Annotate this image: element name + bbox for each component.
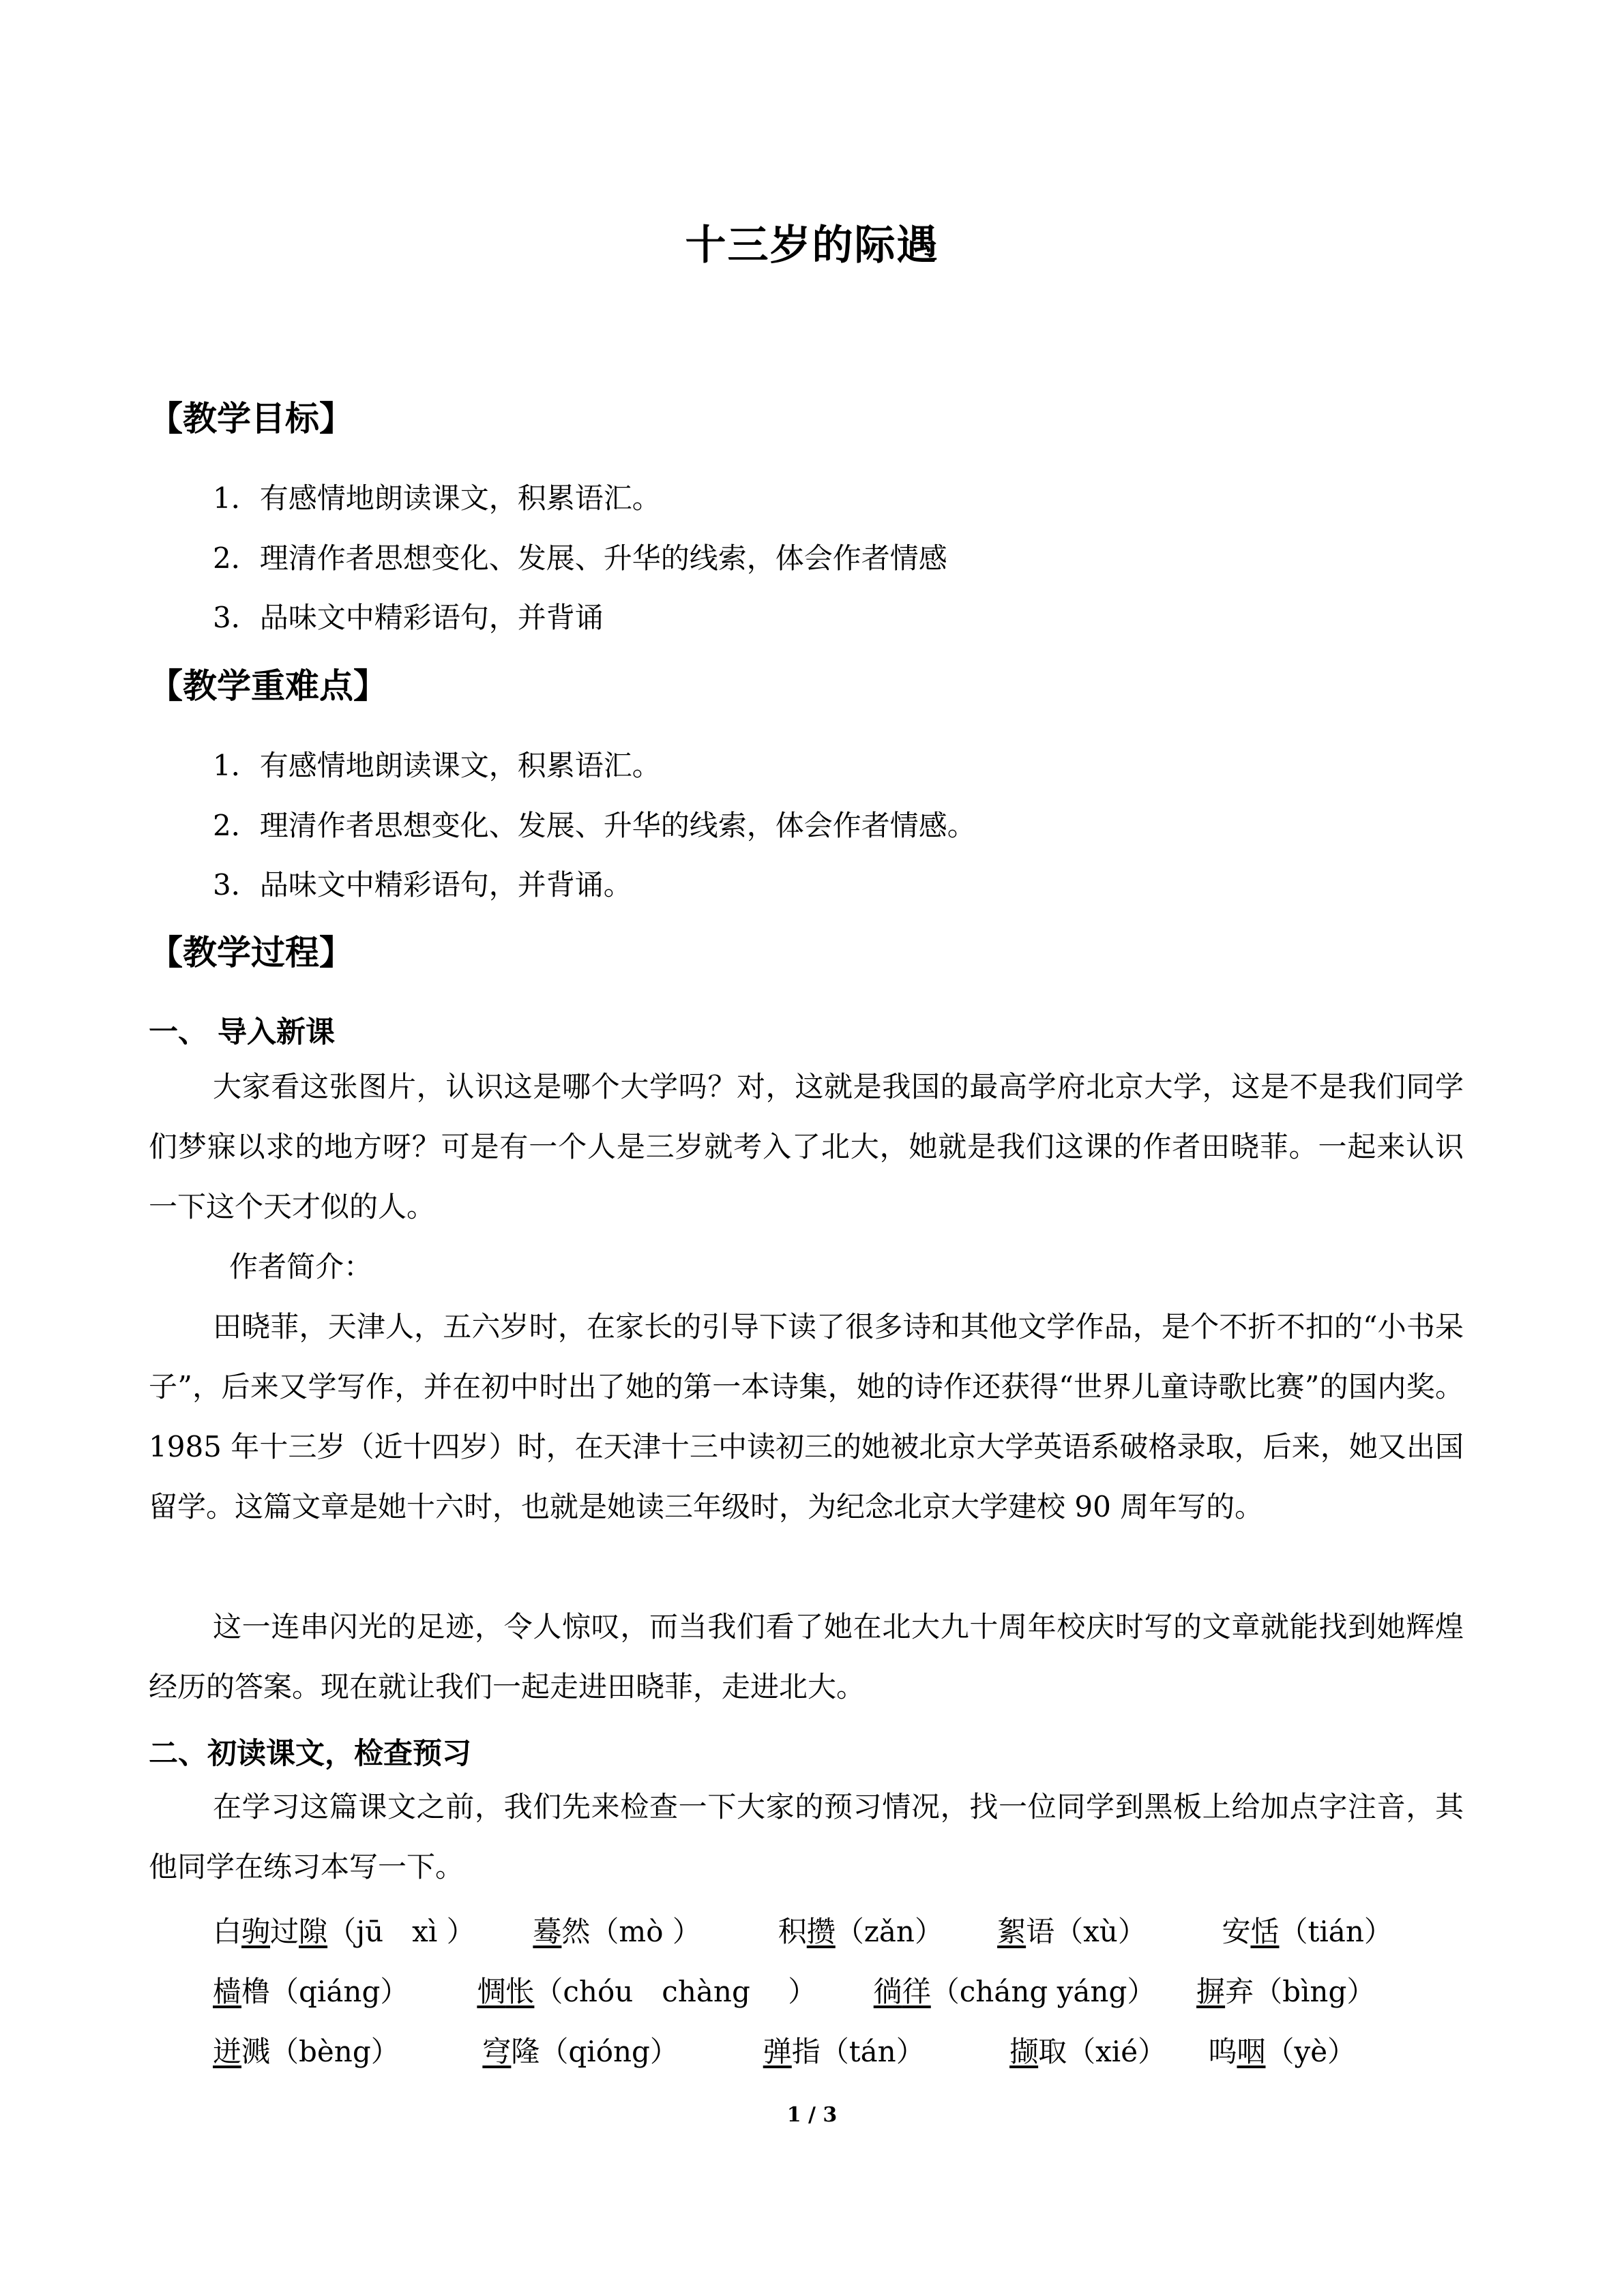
vocab-word: 呜咽（yè）: [1208, 2035, 1357, 2068]
vocab-word: 蓦然（mò ）: [533, 1915, 701, 1948]
vocab-word: 弹指（tán）: [763, 2035, 925, 2068]
paragraph-preview: 在学习这篇课文之前，我们先来检查一下大家的预习情况，找一位同学到黑板上给加点字注音，其他同学在练习本写一下。: [149, 1790, 1464, 1883]
vocab-word: 穹隆（qióng）: [482, 2035, 679, 2068]
pinyin-row-2: [213, 1969, 1375, 2010]
section-heading-process: 【教学过程】: [149, 933, 353, 972]
objective-item: 3．品味文中精彩语句，并背诵: [213, 601, 604, 634]
paragraph-author-bio: 田晓菲，天津人，五六岁时，在家长的引导下读了很多诗和其他文学作品，是个不折不扣的“小书呆子”，后来又学写作，并在初中时出了她的第一本诗集，她的诗作还获得“世界儿童诗歌比赛”的国内奖。1985 年十三岁（近十四岁）时，在天津十三中读初三的她被北京大学英语系破格录取，后来，她又出国留学。这篇文章是她十六时，也就是她读三年级时，为纪念北京大学建校 90 周年写的。: [149, 1310, 1464, 1523]
vocab-word: 惆怅（chóu chàng ）: [477, 1975, 817, 2008]
vocab-word: 撷取（xié）: [1009, 2035, 1167, 2068]
subheading-intro: 一、 导入新课: [149, 1015, 335, 1049]
objective-item: 2．理清作者思想变化、发展、升华的线索，体会作者情感: [213, 541, 947, 575]
vocab-word: 摒弃（bìng）: [1196, 1975, 1376, 2008]
key-point-item: 1．有感情地朗读课文，积累语汇。: [213, 749, 661, 782]
vocab-word: 徜徉（cháng yáng）: [873, 1975, 1156, 2008]
vocab-word: 樯橹（qiáng）: [213, 1975, 409, 2008]
vocab-word: 白驹过隙（jū xì ）: [213, 1915, 475, 1948]
paragraph-transition: 这一连串闪光的足迹，令人惊叹，而当我们看了她在北大九十周年校庆时写的文章就能找到她辉煌经历的答案。现在就让我们一起走进田晓菲，走进北大。: [149, 1610, 1464, 1703]
page-title: 十三岁的际遇: [685, 222, 939, 269]
subheading-preview: 二、初读课文，检查预习: [149, 1737, 471, 1771]
objective-item: 1．有感情地朗读课文，积累语汇。: [213, 481, 661, 515]
key-point-item: 3．品味文中精彩语句，并背诵。: [213, 868, 632, 901]
key-point-item: 2．理清作者思想变化、发展、升华的线索，体会作者情感。: [213, 809, 976, 842]
author-intro-label: 作者简介：: [229, 1250, 373, 1283]
pinyin-row-3: [213, 2029, 1356, 2070]
vocab-word: 絮语（xù）: [997, 1915, 1147, 1948]
vocab-word: 安恬（tián）: [1222, 1915, 1393, 1948]
section-heading-objectives: 【教学目标】: [149, 399, 353, 438]
section-heading-key-points: 【教学重难点】: [149, 666, 387, 706]
pinyin-row-1: [213, 1909, 1393, 1950]
vocab-word: 积攒（zǎn）: [778, 1915, 943, 1948]
paragraph-intro: 大家看这张图片，认识这是哪个大学吗？对，这就是我国的最高学府北京大学，这是不是我们同学们梦寐以求的地方呀？可是有一个人是三岁就考入了北大，她就是我们这课的作者田晓菲。一起来认识一下这个天才似的人。: [149, 1070, 1464, 1223]
page-number: 1 / 3: [786, 2103, 838, 2127]
vocab-word: 迸溅（bèng）: [213, 2035, 400, 2068]
